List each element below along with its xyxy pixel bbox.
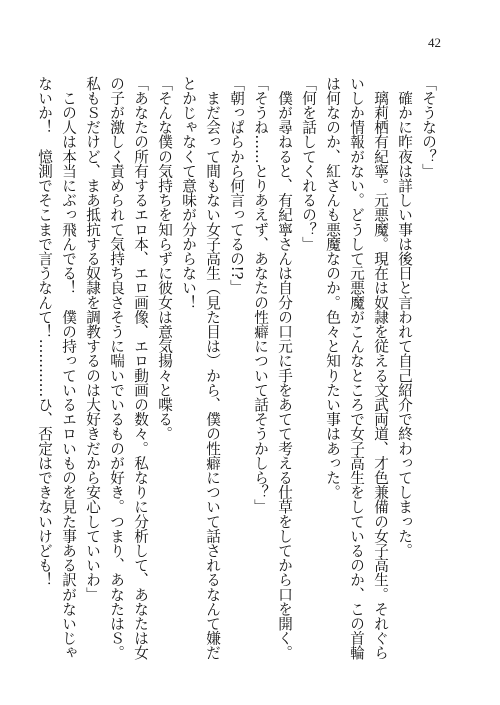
text-line: の子が激しく責められて気持ち良さそうに喘いでいるものが好き。つまり、あなたはＳ。 xyxy=(108,76,125,660)
text-line: 「そうなの？」 xyxy=(420,76,437,179)
vertical-text-body xyxy=(36,76,440,661)
text-line: 「そんな僕の気持ちを知らずに彼女は意気揚々と喋る。 xyxy=(156,76,173,441)
text-line: 僕が尋ねると、有紀寧さんは自分の口元に手をあてて考える仕草をしてから口を開く。 xyxy=(276,76,293,660)
text-line: 「あなたの所有するエロ本、エロ画像、エロ動画の数々。私なりに分析して、あなたは女 xyxy=(132,76,149,660)
text-line: ないか！ 憶測でそこまで言うなんて！…………ひ、否定はできないけども！ xyxy=(36,76,53,587)
text-line: いしか情報がない。どうして元悪魔がこんなところで女子高生をしているのか、この首輪 xyxy=(348,76,365,660)
text-line: この人は本当にぶっ飛んでる！ 僕の持っているエロいものを見た事ある訳がないじゃ xyxy=(60,76,77,660)
text-line: 「何を話してくれるの？」 xyxy=(300,76,317,252)
text-line: 璃莉栖有紀寧。元悪魔。現在は奴隷を従える文武両道、才色兼備の女子高生。それぐら xyxy=(372,76,389,660)
text-line: 確かに昨夜は詳しい事は後日と言われて自己紹介で終わってしまった。 xyxy=(396,76,413,558)
text-line: 「朝っぱらから何言ってるの!?」 xyxy=(228,76,245,295)
page-number: 42 xyxy=(428,35,441,50)
text-line: まだ会って間もない女子高生（見た目は）から、僕の性癖について話されるなんて嫌だ xyxy=(204,76,221,660)
text-line: 私もＳだけど、まあ抵抗する奴隷を調教するのは大好きだから安心していいわ」 xyxy=(84,76,101,602)
text-line: とかじゃなくて意味が分からない！ xyxy=(180,76,197,310)
text-line: 「そうね……とりあえず、あなたの性癖について話そうかしら？」 xyxy=(252,76,269,514)
text-line: は何なのか、紅さんも悪魔なのか。色々と知りたい事はあった。 xyxy=(324,76,341,500)
